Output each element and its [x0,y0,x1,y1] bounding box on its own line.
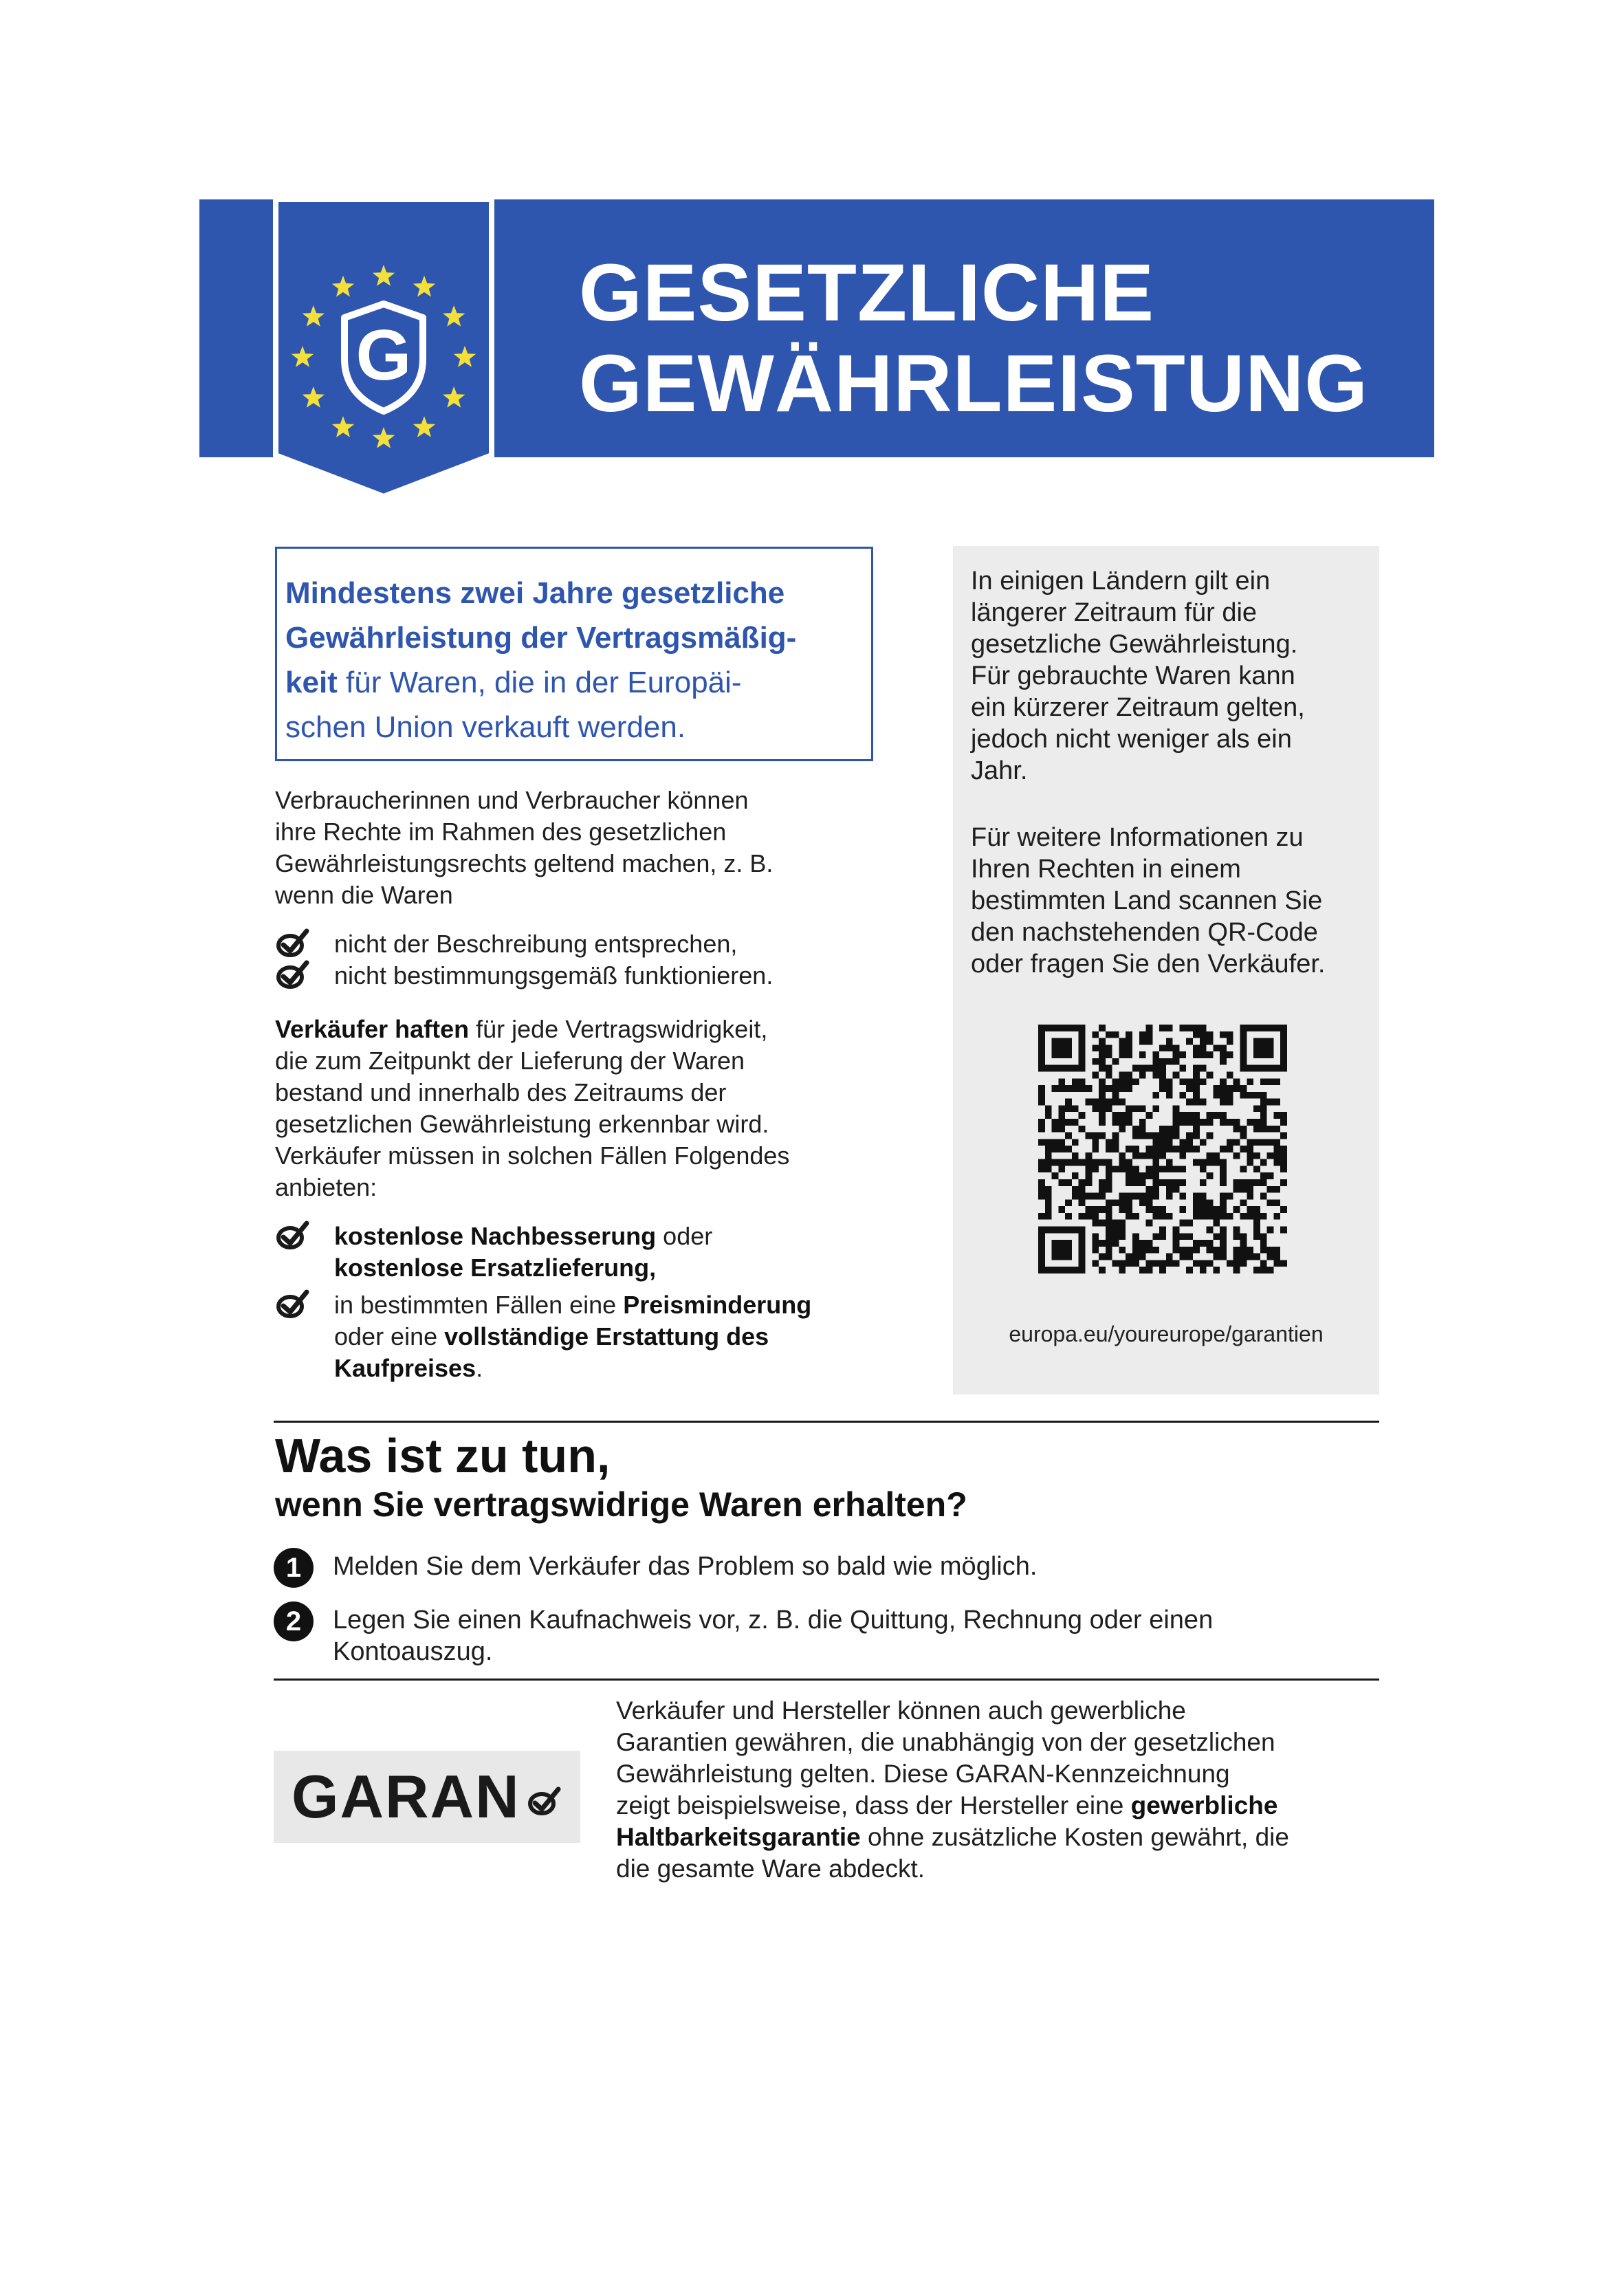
rights-paragraph [275,785,894,911]
text-line: Verkäufer müssen in solchen Fällen Folgendes [275,1141,790,1170]
text-line: gesetzlichen Gewährleistung erkennbar wird. [275,1110,769,1138]
step-number-badge: 1 [274,1548,314,1588]
garan-wordmark: GARAN [292,1762,520,1830]
side-text-line: gesetzliche Gewährleistung. [971,630,1298,659]
side-text-line: bestimmten Land scannen Sie [971,886,1323,915]
text-line: oder eine [334,1322,445,1351]
text-line: in bestimmten Fällen eine [334,1291,624,1319]
side-text-line: Ihren Rechten in einem [971,855,1241,884]
bold-text: Kaufpreises [334,1354,476,1382]
page-title [579,248,1404,429]
intro-text: für Waren, die in der Europäi- [337,666,742,699]
divider [274,1679,1379,1681]
side-text-line: Für gebrauchte Waren kann [971,662,1295,690]
text-line: zeigt beispielsweise, dass der Hersteller eine [616,1791,1131,1819]
youreurope-link[interactable]: europa.eu/youreurope/garantien [1009,1322,1324,1346]
step-text: Legen Sie einen Kaufnachweis vor, z. B. die Quittung, Rechnung oder einen [333,1606,1214,1634]
side-text-line: oder fragen Sie den Verkäufer. [971,950,1326,978]
garan-logo-text [292,1759,520,1835]
text-line: ihre Rechte im Rahmen des gesetzlichen [275,818,727,846]
side-text-line: In einigen Ländern gilt ein [971,567,1271,595]
intro-box [275,547,873,761]
check-icon [275,928,309,960]
list-item [275,960,894,992]
logo-letter: G [355,316,412,395]
text-line: die zum Zeitpunkt der Lieferung der Waren [275,1047,745,1075]
shield-icon [270,199,497,502]
rights-list [275,928,894,992]
remedies-list [275,1221,908,1384]
check-icon [275,960,309,992]
side-text-line: jedoch nicht weniger als ein [971,725,1292,754]
side-text-line: Jahr. [971,756,1028,785]
title-line-1: GESETZLICHE [579,248,1155,338]
text-line: Gewährleistungsrechts geltend machen, z. B. [275,849,773,877]
intro-bold: Mindestens zwei Jahre gesetzliche [285,576,785,610]
bold-text: Verkäufer haften [275,1015,470,1043]
step-number-badge: 2 [274,1601,314,1641]
side-link-wrap [953,1320,1379,1348]
intro-text: schen Union verkauft werden. [285,710,686,744]
text-line: Gewährleistung gelten. Diese GARAN-Kennzeichnung [616,1760,1230,1788]
text-line: für jede Vertragswidrigkeit, [469,1015,768,1043]
step-item [274,1551,1374,1588]
list-item [275,1221,908,1284]
bold-text: Haltbarkeitsgarantie [616,1823,861,1851]
section-subheading: wenn Sie vertragswidrige Waren erhalten? [275,1485,967,1524]
list-item [275,928,894,960]
bold-text: kostenlose Ersatzlieferung, [334,1254,657,1282]
title-line-2: GEWÄHRLEISTUNG [579,338,1369,429]
text-line: oder [656,1222,713,1250]
text-line: ohne zusätzliche Kosten gewährt, die [860,1823,1289,1851]
check-icon [275,1289,309,1321]
list-item [275,1289,908,1384]
qr-code[interactable] [1038,1025,1287,1273]
list-item-text [334,1221,712,1284]
bold-text: Preisminderung [623,1291,812,1319]
eu-guarantee-logo [270,199,497,502]
text-line: die gesamte Ware abdeckt. [616,1855,925,1883]
text-line: Garantien gewähren, die unabhängig von der gesetzlichen [616,1728,1275,1756]
text-line: Verkäufer und Hersteller können auch gewerbliche [616,1696,1186,1725]
list-item-text [334,1289,811,1384]
divider [274,1421,1379,1423]
side-text-line: den nachstehenden QR-Code [971,918,1318,947]
check-icon [275,1221,309,1252]
side-paragraph-1 [971,565,1370,787]
step-text: Kontoauszug. [333,1637,493,1666]
step-item [274,1604,1374,1668]
garan-check-icon [527,1786,561,1822]
step-text: Melden Sie dem Verkäufer das Problem so bald wie möglich. [333,1552,1038,1581]
side-text-line: ein kürzerer Zeitraum gelten, [971,693,1305,722]
text-line: bestand und innerhalb des Zeitraums der [275,1078,727,1106]
side-text-line: längerer Zeitraum für die [971,598,1258,627]
text-line: anbieten: [275,1173,377,1201]
steps-list [274,1551,1374,1668]
text-line: . [476,1354,483,1382]
intro-bold: Gewährleistung der Vertragsmäßig- [285,621,797,655]
garan-paragraph [616,1695,1393,1885]
intro-bold: keit [285,666,338,699]
bold-text: gewerbliche [1130,1791,1278,1819]
bold-text: vollständige Erstattung des [444,1322,769,1351]
text-line: wenn die Waren [275,881,453,909]
list-item-text: nicht bestimmungsgemäß funktionieren. [334,961,773,990]
bold-text: kostenlose Nachbesserung [334,1222,657,1250]
liability-paragraph [275,1014,908,1203]
list-item-text: nicht der Beschreibung entsprechen, [334,930,738,958]
text-line: Verbraucherinnen und Verbraucher können [275,786,749,814]
side-paragraph-2 [971,822,1370,980]
garan-logo [274,1751,580,1843]
section-heading: Was ist zu tun, [275,1429,611,1483]
side-text-line: Für weitere Informationen zu [971,823,1304,852]
what-to-do-section [275,1428,1375,1526]
